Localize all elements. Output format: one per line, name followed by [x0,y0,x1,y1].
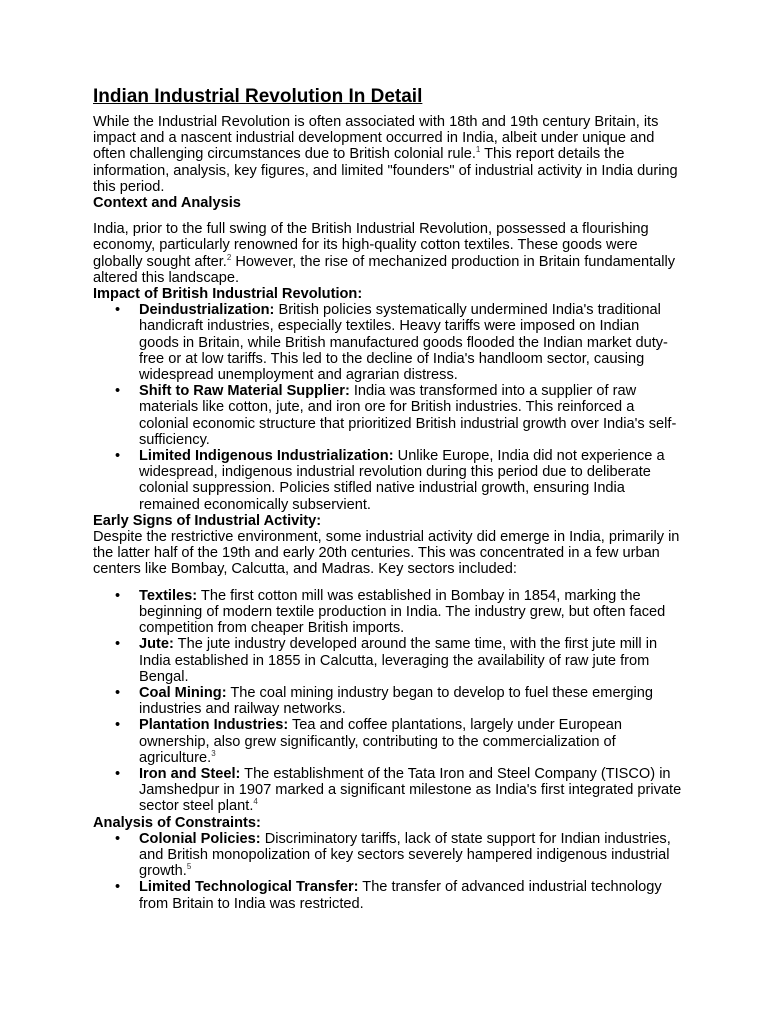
document-page [93,86,683,912]
bullet-icon: • [115,636,121,653]
intro-text: While the Industrial Revolution is often associated with 18th and 19th century Britain, its impact and a nascent industrial development occurred in India, albeit under unique and often challenging circumstances due to British colonial rule. [93,114,659,163]
list-item [115,383,683,448]
footnote-ref-1[interactable]: 1 [475,145,481,155]
footnote-ref-4[interactable]: 4 [253,797,258,807]
document-title: Indian Industrial Revolution In Detail [93,86,423,107]
list-item [115,717,683,766]
context-heading: Context and Analysis [93,195,241,212]
list-item-label: Coal Mining: [139,684,227,701]
list-item-text: The establishment of the Tata Iron and Steel Company (TISCO) in Jamshedpur in 1907 marked a significant milestone as India's first integrated private sector steel plant. [139,765,682,815]
list-item-text: The coal mining industry began to develop to fuel these emerging industries and railway networks. [139,684,654,718]
list-item-text: India was transformed into a supplier of raw materials like cotton, jute, and iron ore for British industries. This reinforced a colonial economic structure that prioritized British industrial growth over India's self-sufficiency. [139,383,677,448]
list-item-text: Unlike Europe, India did not experience a widespread, indigenous industrial revolution during this period due to deliberate colonial suppression. Policies stifled native industrial growth, ensuring India remained economically subservient. [139,448,665,513]
bullet-icon: • [115,383,121,400]
list-item-label: Limited Technological Transfer: [139,879,359,896]
list-item [115,448,683,513]
list-item-text: British policies systematically undermined India's traditional handicraft industries, especially textiles. Heavy tariffs were imposed on Indian goods in Britain, while British manufactured goods flooded the Indian market duty-free or at low tariffs. This led to the decline of India's handloom sector, causing widespread unemployment and agrarian distress. [139,302,668,384]
bullet-icon: • [115,879,121,896]
list-item-text: Discriminatory tariffs, lack of state support for Indian industries, and British monopolization of key sectors severely hampered indigenous industrial growth. [139,830,671,880]
bullet-icon: • [115,765,121,782]
list-item-label: Colonial Policies: [139,830,261,847]
list-item-text: Tea and coffee plantations, largely under European ownership, also grew significantly, contributing to the commercialization of agriculture. [139,717,622,766]
footnote-ref-5[interactable]: 5 [186,862,192,872]
impact-list [93,302,683,513]
list-item [115,302,683,384]
list-item-label: Jute: [139,636,174,653]
early-list [93,588,683,815]
list-item-label: Limited Indigenous Industrialization: [139,448,394,465]
footnote-ref-3[interactable]: 3 [211,748,216,758]
list-item-label: Deindustrialization: [139,302,275,319]
bullet-icon: • [115,717,121,734]
list-item [115,830,683,880]
list-item-label: Plantation Industries: [139,717,289,734]
context-paragraph [93,221,683,286]
bullet-icon: • [115,587,121,604]
list-item-label: Textiles: [139,587,198,604]
bullet-icon: • [115,684,121,701]
list-item [115,636,683,685]
list-item-label: Iron and Steel: [139,765,241,782]
list-item-text: The transfer of advanced industrial technology from Britain to India was restricted. [139,879,662,912]
list-item [115,587,683,637]
context-text-2: However, the rise of mechanized production in Britain fundamentally altered this landscape. [93,253,676,286]
constraints-list [93,831,683,912]
intro-paragraph [93,114,683,195]
constraints-heading: Analysis of Constraints: [93,814,261,831]
list-item-text: The first cotton mill was established in Bombay in 1854, marking the beginning of modern textile production in India. The industry grew, but often faced competition from cheaper British imports. [139,587,666,637]
context-text: India, prior to the full swing of the British Industrial Revolution, possessed a flourishing economy, particularly renowned for its high-quality cotton textiles. These goods were globally sought after. [93,221,649,270]
intro-text-2: This report details the information, analysis, key figures, and limited "founders" of industrial activity in India during this period. [93,146,678,195]
bullet-icon: • [115,830,121,847]
bullet-icon: • [115,448,121,465]
footnote-ref-2[interactable]: 2 [226,252,232,262]
early-heading: Early Signs of Industrial Activity: [93,512,322,529]
bullet-icon: • [115,302,121,319]
list-item [115,765,683,815]
list-item-label: Shift to Raw Material Supplier: [139,383,350,400]
impact-heading: Impact of British Industrial Revolution: [93,286,363,303]
list-item [115,684,683,718]
list-item [115,879,683,912]
early-paragraph: Despite the restrictive environment, some industrial activity did emerge in India, primarily in the latter half of the 19th and early 20th centuries. This was concentrated in a few urban centers like Bombay, Calcutta, and Madras. Key sectors included: [93,529,680,578]
list-item-text: The jute industry developed around the same time, with the first jute mill in India established in 1855 in Calcutta, leveraging the availability of raw jute from Bengal. [139,636,658,685]
